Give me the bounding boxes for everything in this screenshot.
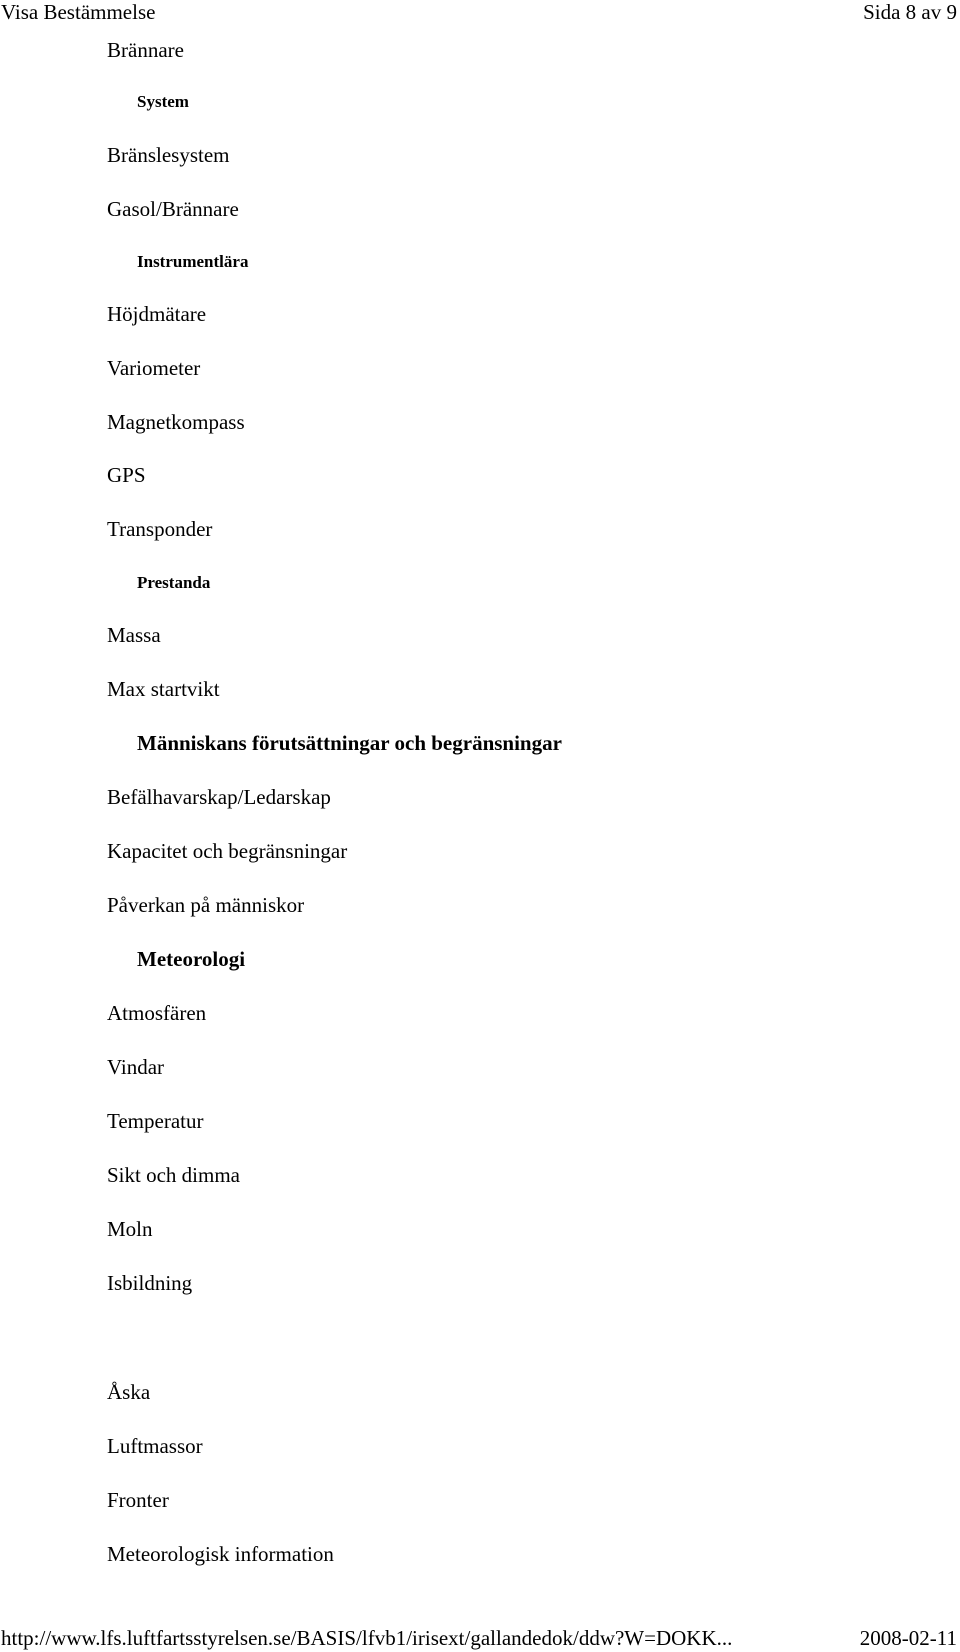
page-header xyxy=(0,0,960,28)
page-indicator: Sida 8 av 9 xyxy=(863,0,957,24)
list-item: Massa xyxy=(107,623,161,647)
list-item: Bränslesystem xyxy=(107,143,230,167)
list-item: Höjdmätare xyxy=(107,302,207,326)
list-item: Påverkan på människor xyxy=(107,893,305,917)
list-item: Isbildning xyxy=(107,1271,193,1295)
section-heading: Instrumentlära xyxy=(137,252,249,271)
list-item: Atmosfären xyxy=(107,1001,207,1025)
list-item: Transponder xyxy=(107,517,213,541)
list-item: Luftmassor xyxy=(107,1434,203,1458)
list-item: Moln xyxy=(107,1217,153,1241)
source-url: http://www.lfs.luftfartsstyrelsen.se/BASIS/lfvb1/irisext/gallandedok/ddw?W=DOKK... xyxy=(1,1626,733,1650)
list-item: Fronter xyxy=(107,1488,169,1512)
list-item: Sikt och dimma xyxy=(107,1163,240,1187)
list-item: Kapacitet och begränsningar xyxy=(107,839,348,863)
print-date: 2008-02-11 xyxy=(859,1626,957,1650)
section-heading: Prestanda xyxy=(137,573,211,592)
list-item: Åska xyxy=(107,1380,151,1404)
list-item: Variometer xyxy=(107,356,201,380)
list-item: Meteorologisk information xyxy=(107,1542,334,1566)
list-item: Max startvikt xyxy=(107,677,220,701)
section-heading: Människans förutsättningar och begränsningar xyxy=(137,731,562,755)
section-heading: Meteorologi xyxy=(137,947,246,971)
list-item: Vindar xyxy=(107,1055,165,1079)
section-heading: System xyxy=(137,92,189,111)
list-item: Temperatur xyxy=(107,1109,204,1133)
list-item: Befälhavarskap/Ledarskap xyxy=(107,785,331,809)
page-footer xyxy=(0,1626,960,1652)
list-item: GPS xyxy=(107,463,146,487)
list-item: Magnetkompass xyxy=(107,410,245,434)
document-title: Visa Bestämmelse xyxy=(1,0,156,24)
list-item: Brännare xyxy=(107,38,184,62)
list-item: Gasol/Brännare xyxy=(107,197,239,221)
